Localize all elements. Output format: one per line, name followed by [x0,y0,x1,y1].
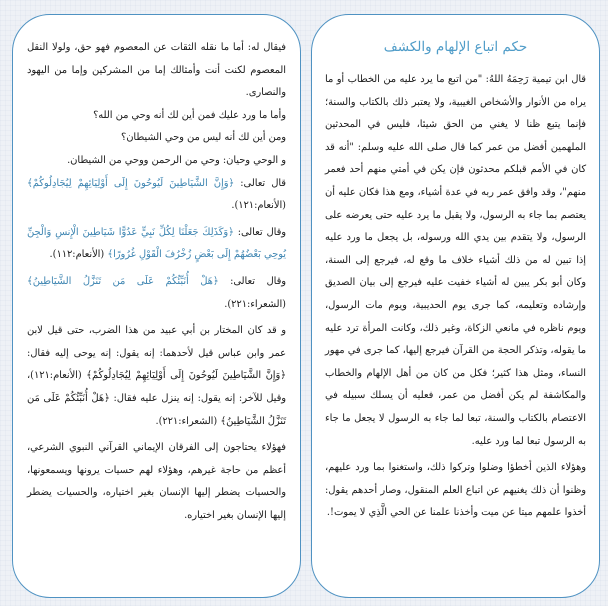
verse-intro: قال تعالى: [234,177,286,189]
paragraph: ومن أين لك أنه ليس من وحي الشيطان؟ [121,132,286,144]
verse-citation [27,222,286,267]
paragraph: و الوحي وحيان: وحي من الرحمن ووحي من الشيطان. [67,154,286,166]
verse-intro: وقال تعالى: [233,226,287,238]
section-title: حكم اتباع الإلهام والكشف [383,39,528,55]
verse-reference: (الأنعام:١١٢). [49,249,105,261]
quran-verse: ﴿هَلْ أُنَبِّئُكُمْ عَلَى مَن تَنَزَّلُ الشَّيَاطِينُ﴾ [27,275,219,287]
verse-intro: وقال تعالى: [218,275,286,287]
left-text-panel [12,14,301,598]
verse-citation [27,271,286,316]
right-column-text [325,69,586,525]
paragraph: قال ابن تيمية رَحِمَهُ اللهُ: "من اتبع ما يرد عليه من الخطاب أو ما يراه من الأنوار والأشخاص الغيبية، ولا يعتبر ذلك بالكتاب والسنة؛ فإنما يتبع ظنا لا يغني من الحق شيئا، فليس في المحدثين الملهمين أفضل من عمر كما قال صلى الله عليه وسلم: "أنه قد كان في الأمم قبلكم محدثون فإن يكن في أمتي منهم أحد فعمر منهم"، وقد وافق عمر ربه في عدة أشياء، ومع هذا فكان عليه أن يعتصم بما جاء به الرسول، ولا يقبل ما يرد عليه حتى يعرضه على الرسول، ولا يتقدم بين يدي الله ورسوله، بل يجعل ما ورد عليه إذا تبين له من ذلك أشياء خلاف ما وقع له، فيرجع إلى السنة، وكان أبو بكر يبين له أشياء خفيت عليه فيرجع إلى بيان الصديق وإرشاده وتعليمه، كما جرى يوم الحديبية، ويوم مات الرسول، ويوم ناظره في مانعي الزكاة، وغير ذلك، وكانت المرأة ترد عليه ما يقوله، وتذكر الحجة من القرآن فيرجع إليها، كما جرى في مهور النساء، ومثل هذا كثير؛ فكل من كان من أهل الإلهام والخطاب والمكاشفة لم يكن أفضل من عمر، فعليه أن يسلك سبيله في الاعتصام بالكتاب والسنة، تبعا لما جاء به الرسول لا يجعل ما جاء به الرسول تبعا لما ورد عليه. [325,74,586,447]
paragraph: فيقال له: أما ما نقله الثقات عن المعصوم فهو حق، ولولا النقل المعصوم لكنت أنت وأمثالك إما من المشركين وإما من اليهود والنصارى. [27,42,286,99]
paragraph: وهؤلاء الذين أخطؤا وضلوا وتركوا ذلك، واستغنوا بما ورد عليهم، وظنوا أن ذلك يغنيهم عن اتباع العلم المنقول، وصار أحدهم يقول: أخذوا علمهم ميتا عن ميت وأخذنا علمنا عن الحي الَّذِي لا يموت!. [325,462,586,519]
paragraph: و قد كان المختار بن أبي عبيد من هذا الضرب، حتى قيل لابن عمر وابن عباس قيل لأحدهما: إنه يقول: إنه يوحى إليه فقال: ﴿وَإِنَّ الشَّيَاطِينَ لَيُوحُونَ إِلَى أَوْلِيَائِهِمْ لِيُجَادِلُوكُمْ﴾ (الأنعام:١٢١)، وقيل للآخر: إنه يقول: إنه ينزل عليه فقال: ﴿هَلْ أُنَبِّئُكُمْ عَلَى مَن تَنَزَّلُ الشَّيَاطِينُ﴾ (الشعراء:٢٢١). [27,325,286,427]
paragraph: فهؤلاء يحتاجون إلى الفرقان الإيماني القرآني النبوي الشرعي، أعظم من حاجة غيرهم، وهؤلاء لهم حسيات يرونها ويسمعونها، والحسيات يضطر إليها الإنسان بغير اختياره، والحسيات يضطر إليها الإنسان بغير اختياره. [27,442,286,521]
quran-verse: ﴿وَإِنَّ الشَّيَاطِينَ لَيُوحُونَ إِلَى أَوْلِيَائِهِمْ لِيُجَادِلُوكُمْ﴾ [27,177,235,189]
quran-verse: ﴿وَكَذَلِكَ جَعَلْنَا لِكُلِّ نَبِيٍّ عَدُوًّا شَيَاطِينَ الْإِنسِ وَالْجِنِّ يُوحِي بَعْضُهُمْ إِلَى بَعْضٍ زُخْرُفَ الْقَوْلِ غُرُورًا﴾ [27,226,286,261]
paragraph: وأما ما ورد عليك فمن أين لك أنه وحي من الله؟ [93,109,286,121]
verse-citation [27,173,286,218]
right-text-panel [311,14,600,598]
verse-reference: (الشعراء:٢٢١). [224,298,286,310]
verse-reference: (الأنعام:١٢١). [231,200,286,212]
left-column-text [27,37,286,527]
